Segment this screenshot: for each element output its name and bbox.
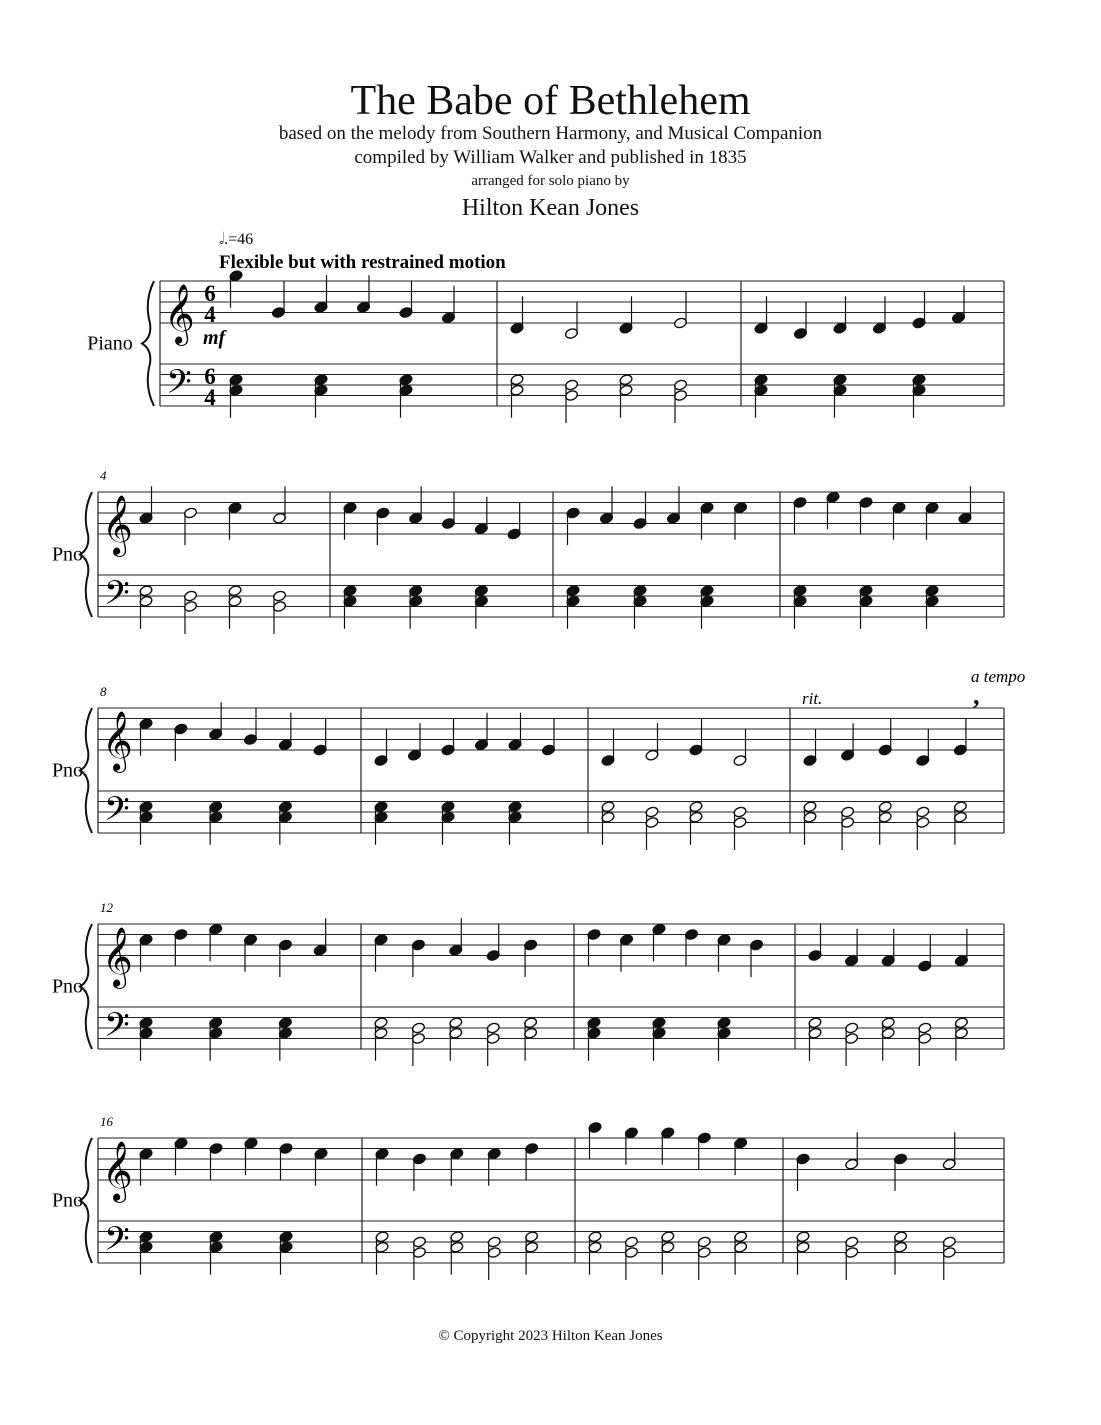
bass-clef: 𝄢 [104, 1220, 130, 1267]
measure-number: 8 [100, 684, 107, 699]
treble-clef: 𝄞 [102, 495, 133, 555]
bass-clef: 𝄢 [104, 790, 130, 837]
treble-clef: 𝄞 [102, 927, 133, 987]
measure-number: 12 [100, 900, 113, 915]
subtitle-line-2: compiled by William Walker and published in 1835 [354, 147, 747, 168]
rit-marking: rit. [802, 689, 823, 708]
time-signature-bottom: 4 [204, 302, 216, 327]
bass-clef: 𝄢 [104, 574, 130, 621]
instrument-short-name: Pno. [51, 1189, 89, 1212]
time-signature-top: 6 [204, 364, 216, 389]
treble-clef: 𝄞 [164, 284, 195, 344]
expression-text: Flexible but with restrained motion [219, 252, 506, 273]
subtitle-line-1: based on the melody from Southern Harmony, and Musical Companion [278, 123, 823, 144]
instrument-short-name: Pno. [51, 759, 89, 782]
bass-clef: 𝄢 [166, 363, 192, 410]
system-5 [52, 1114, 1004, 1280]
system-3 [52, 684, 1004, 850]
breath-mark: , [973, 681, 980, 710]
treble-clef: 𝄞 [102, 1141, 133, 1201]
time-signature-top: 6 [204, 281, 216, 306]
measure-number: 4 [100, 468, 107, 483]
treble-clef: 𝄞 [102, 711, 133, 771]
dynamic-marking: mf [203, 327, 226, 349]
instrument-name: Piano [87, 332, 133, 355]
measure-number: 16 [100, 1114, 113, 1129]
time-signature-bottom: 4 [204, 385, 216, 410]
brace [142, 281, 154, 406]
system-4 [52, 900, 1004, 1066]
composer-name: Hilton Kean Jones [461, 195, 640, 221]
system-2 [52, 468, 1004, 634]
tempo-mark: 𝅗𝅥.=46 [219, 231, 254, 248]
bass-clef: 𝄢 [104, 1006, 130, 1053]
arranged-by-line: arranged for solo piano by [471, 173, 630, 189]
instrument-short-name: Pno. [51, 975, 89, 998]
copyright-notice: © Copyright 2023 Hilton Kean Jones [438, 1328, 663, 1344]
page-title: The Babe of Bethlehem [350, 78, 751, 124]
a-tempo-marking: a tempo [971, 667, 1026, 686]
instrument-short-name: Pno. [51, 543, 89, 566]
